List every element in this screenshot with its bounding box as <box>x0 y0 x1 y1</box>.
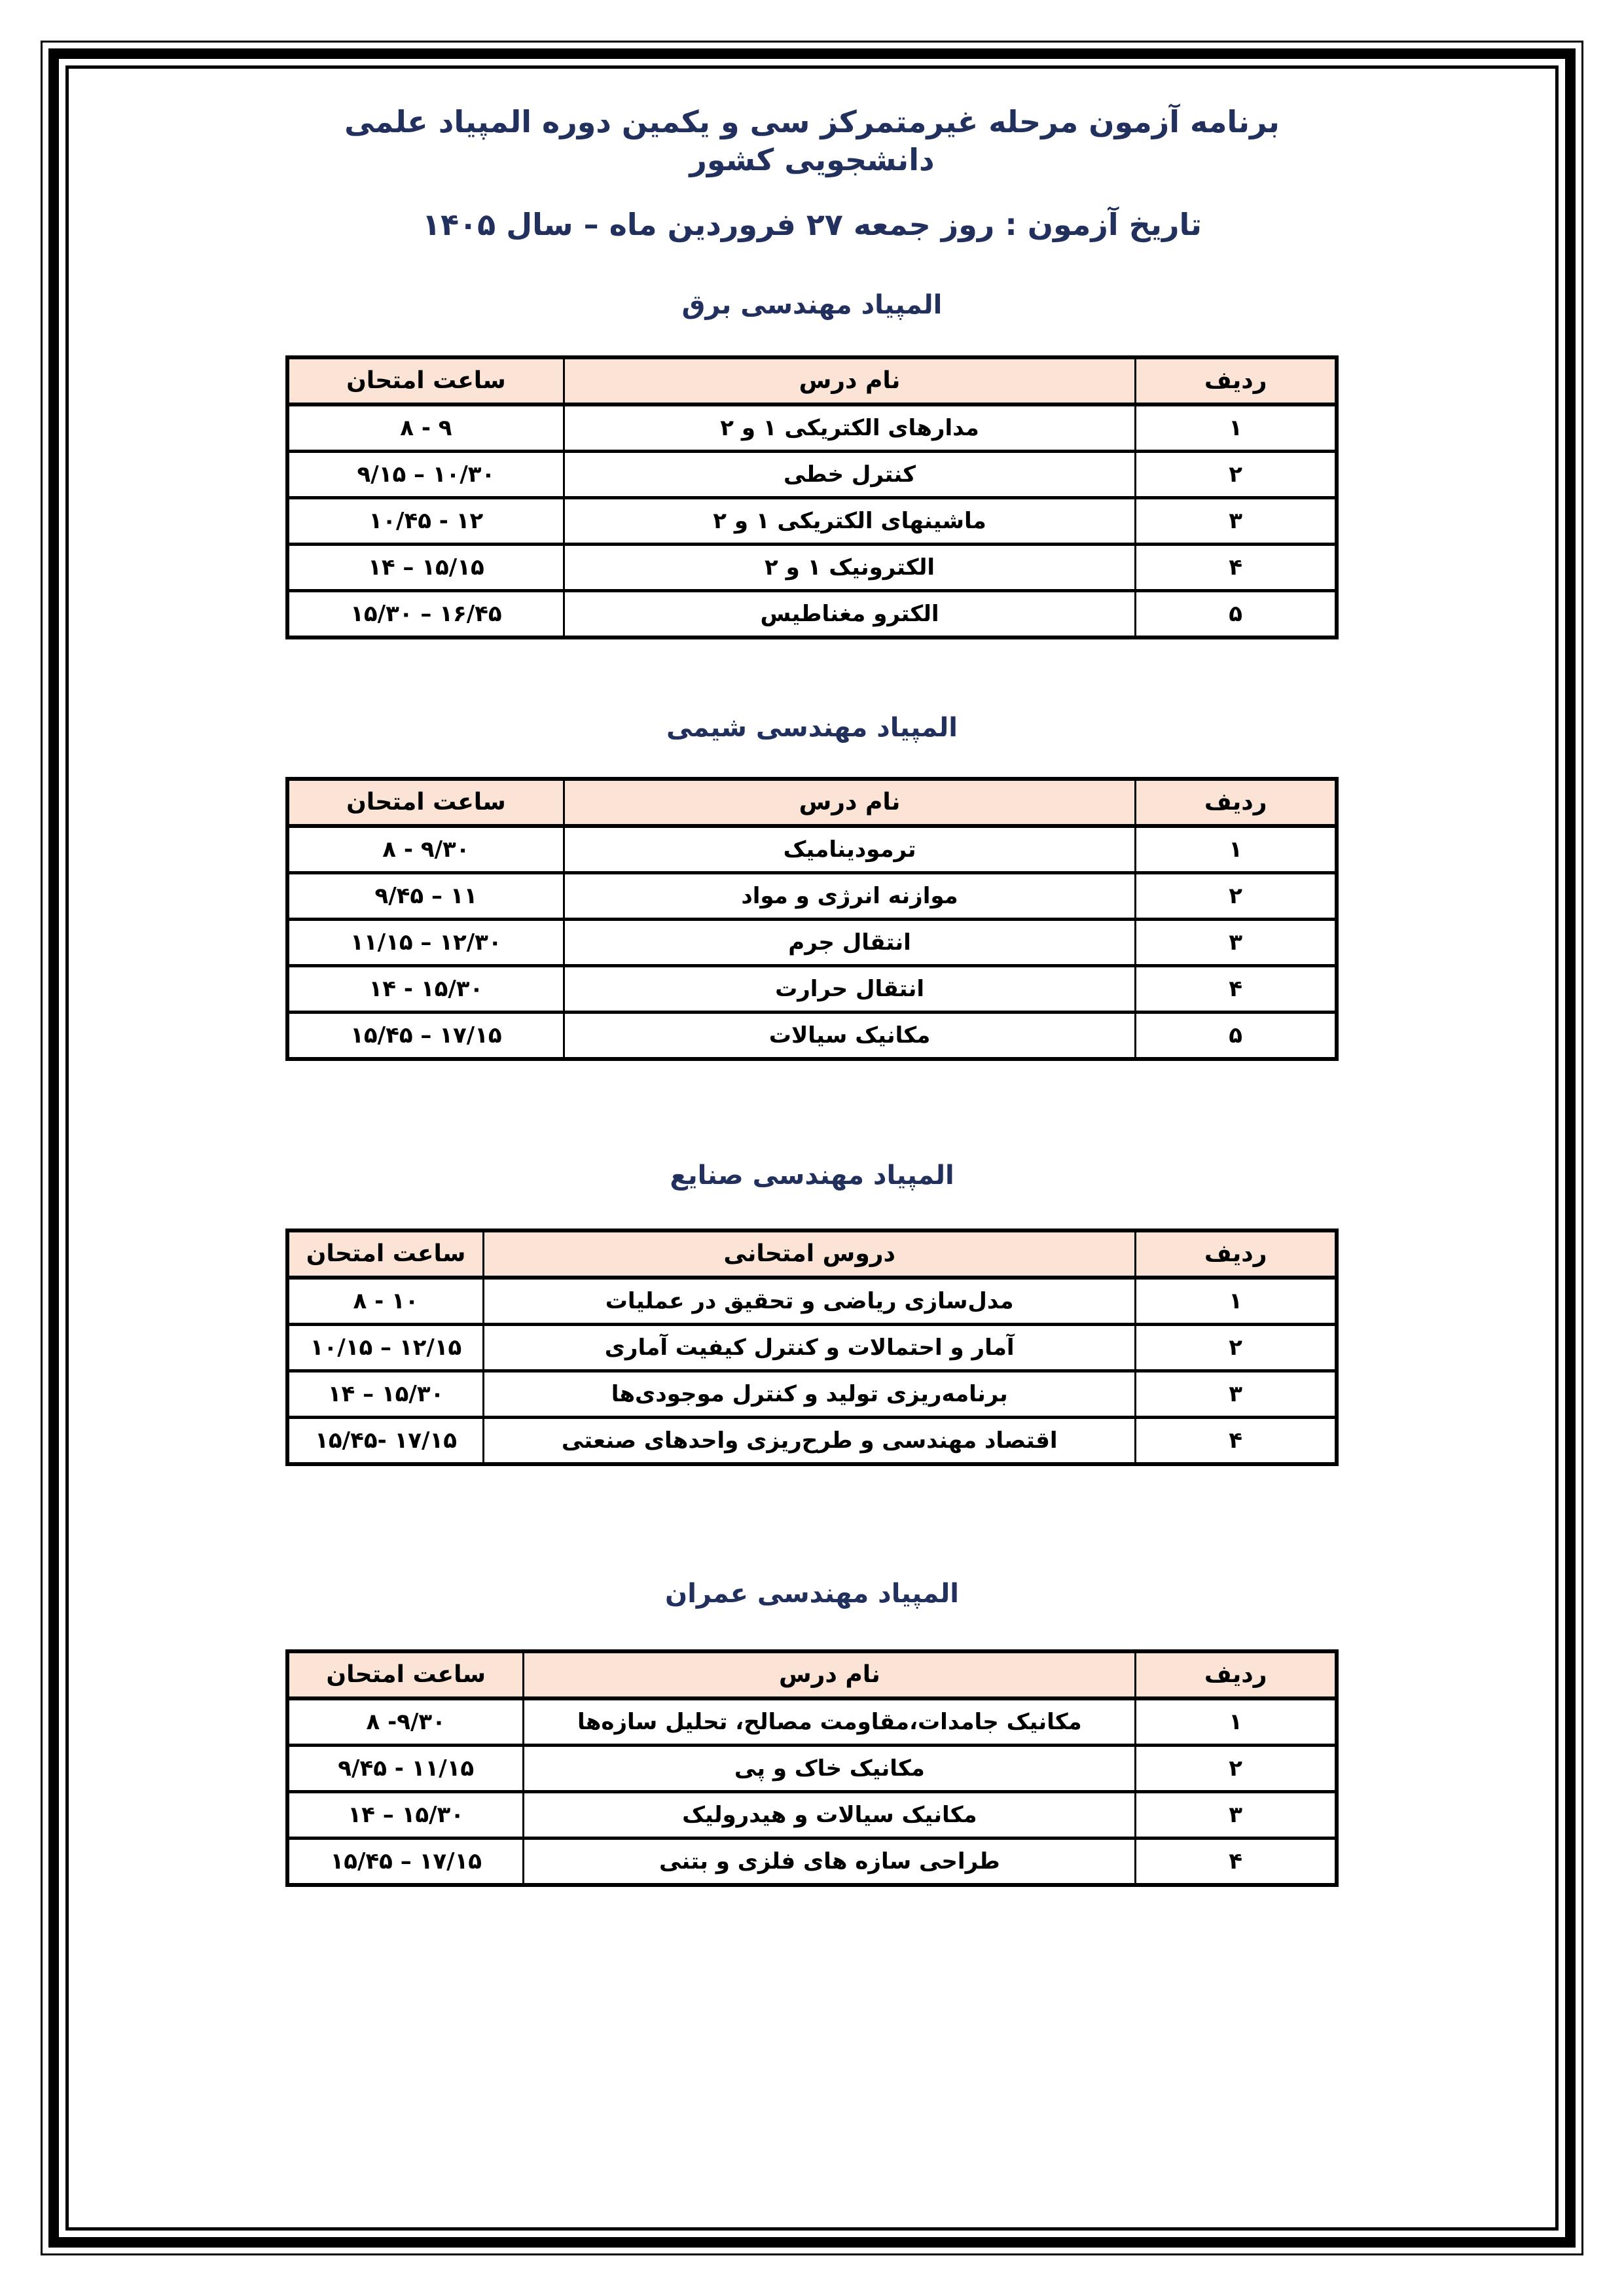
section-title-electrical: المپیاد مهندسی برق <box>681 289 943 320</box>
schedule-table-industrial <box>285 1229 1339 1466</box>
table-row <box>287 590 1337 637</box>
column-header-exam-time: ساعت امتحان <box>287 357 564 404</box>
table-header-row <box>287 779 1337 826</box>
column-header-course-name: نام درس <box>524 1651 1136 1698</box>
column-header-row-number: ردیف <box>1136 1651 1337 1698</box>
table-header-row <box>287 357 1337 404</box>
table-row <box>287 826 1337 873</box>
course-name-cell: مکانیک سیالات <box>564 1012 1135 1059</box>
row-number-cell: ۱ <box>1136 1278 1337 1325</box>
table-header-row <box>287 1651 1337 1698</box>
course-name-cell: آمار و احتمالات و کنترل کیفیت آماری <box>484 1324 1136 1371</box>
column-header-course-name: نام درس <box>564 357 1135 404</box>
table-row <box>287 451 1337 497</box>
table-row <box>287 1791 1337 1838</box>
table-row <box>287 1278 1337 1325</box>
exam-time-cell: ۱۴ – ۱۵/۳۰ <box>287 1791 524 1838</box>
exam-time-cell: ۹/۴۵ – ۱۱ <box>287 872 564 919</box>
schedule-table-chemical <box>285 777 1339 1061</box>
document-title-line2: تاریخ آزمون : روز جمعه ۲۷ فروردین ماه – سال ۱۴۰۵ <box>422 207 1202 242</box>
course-name-cell: برنامه‌ریزی تولید و کنترل موجودی‌ها <box>484 1371 1136 1417</box>
exam-time-cell: ۱۵/۴۵ – ۱۷/۱۵ <box>287 1838 524 1885</box>
section-electrical-olympiad <box>285 290 1339 639</box>
row-number-cell: ۳ <box>1136 919 1337 965</box>
course-name-cell: مکانیک خاک و پی <box>524 1745 1136 1791</box>
course-name-cell: انتقال حرارت <box>564 965 1135 1012</box>
course-name-cell: مکانیک جامدات،مقاومت مصالح، تحلیل سازه‌ها <box>524 1698 1136 1746</box>
course-name-cell: کنترل خطی <box>564 451 1135 497</box>
exam-time-cell: ۸ - ۱۰ <box>287 1278 484 1325</box>
course-name-cell: الکترونیک ۱ و ۲ <box>564 544 1135 590</box>
document-content <box>285 79 1339 1887</box>
row-number-cell: ۵ <box>1136 1012 1337 1059</box>
exam-time-cell: ۱۴ - ۱۵/۳۰ <box>287 965 564 1012</box>
table-row <box>287 872 1337 919</box>
document-title-line1: برنامه آزمون مرحله غیرمتمرکز سی و یکمین دوره المپیاد علمی دانشجویی کشور <box>344 104 1280 177</box>
row-number-cell: ۴ <box>1136 965 1337 1012</box>
exam-time-cell: ۹/۱۵ – ۱۰/۳۰ <box>287 451 564 497</box>
section-title-chemical: المپیاد مهندسی شیمی <box>666 712 958 743</box>
column-header-exam-time: ساعت امتحان <box>287 1230 484 1278</box>
row-number-cell: ۴ <box>1136 1417 1337 1464</box>
section-title-industrial: المپیاد مهندسی صنایع <box>670 1160 954 1191</box>
row-number-cell: ۲ <box>1136 1745 1337 1791</box>
row-number-cell: ۴ <box>1136 1838 1337 1885</box>
course-name-cell: اقتصاد مهندسی و طرح‌ریزی واحدهای صنعتی <box>484 1417 1136 1464</box>
exam-time-cell: ۹/۴۵ - ۱۱/۱۵ <box>287 1745 524 1791</box>
row-number-cell: ۱ <box>1136 404 1337 452</box>
course-name-cell: مدل‌سازی ریاضی و تحقیق در عملیات <box>484 1278 1136 1325</box>
column-header-exam-time: ساعت امتحان <box>287 1651 524 1698</box>
row-number-cell: ۲ <box>1136 872 1337 919</box>
exam-time-cell: ۸ - ۹ <box>287 404 564 452</box>
exam-time-cell: ۱۰/۱۵ – ۱۲/۱۵ <box>287 1324 484 1371</box>
row-number-cell: ۲ <box>1136 451 1337 497</box>
exam-time-cell: ۱۴ – ۱۵/۱۵ <box>287 544 564 590</box>
section-civil-olympiad <box>285 1579 1339 1887</box>
column-header-row-number: ردیف <box>1136 357 1337 404</box>
course-name-cell: مدارهای الکتریکی ۱ و ۲ <box>564 404 1135 452</box>
column-header-row-number: ردیف <box>1136 1230 1337 1278</box>
row-number-cell: ۱ <box>1136 1698 1337 1746</box>
column-header-row-number: ردیف <box>1136 779 1337 826</box>
table-row <box>287 497 1337 544</box>
exam-time-cell: ۱۰/۴۵ - ۱۲ <box>287 497 564 544</box>
exam-time-cell: ۱۴ – ۱۵/۳۰ <box>287 1371 484 1417</box>
table-row <box>287 1698 1337 1746</box>
course-name-cell: انتقال جرم <box>564 919 1135 965</box>
exam-time-cell: ۱۱/۱۵ – ۱۲/۳۰ <box>287 919 564 965</box>
course-name-cell: ماشینهای الکتریکی ۱ و ۲ <box>564 497 1135 544</box>
row-number-cell: ۱ <box>1136 826 1337 873</box>
column-header-course-name: دروس امتحانی <box>484 1230 1136 1278</box>
course-name-cell: ترمودینامیک <box>564 826 1135 873</box>
section-industrial-olympiad <box>285 1160 1339 1466</box>
row-number-cell: ۵ <box>1136 590 1337 637</box>
row-number-cell: ۲ <box>1136 1324 1337 1371</box>
row-number-cell: ۴ <box>1136 544 1337 590</box>
table-row <box>287 919 1337 965</box>
table-row <box>287 544 1337 590</box>
exam-time-cell: ۱۵/۴۵- ۱۷/۱۵ <box>287 1417 484 1464</box>
table-row <box>287 404 1337 452</box>
course-name-cell: الکترو مغناطیس <box>564 590 1135 637</box>
table-row <box>287 1417 1337 1464</box>
exam-time-cell: ۱۵/۴۵ – ۱۷/۱۵ <box>287 1012 564 1059</box>
exam-time-cell: ۸ -۹/۳۰ <box>287 1698 524 1746</box>
course-name-cell: مکانیک سیالات و هیدرولیک <box>524 1791 1136 1838</box>
row-number-cell: ۳ <box>1136 1371 1337 1417</box>
section-title-civil: المپیاد مهندسی عمران <box>665 1578 959 1609</box>
schedule-table-civil <box>285 1649 1339 1887</box>
course-name-cell: موازنه انرژی و مواد <box>564 872 1135 919</box>
course-name-cell: طراحی سازه های فلزی و بتنی <box>524 1838 1136 1885</box>
row-number-cell: ۳ <box>1136 497 1337 544</box>
section-chemical-olympiad <box>285 713 1339 1061</box>
table-row <box>287 1012 1337 1059</box>
table-row <box>287 965 1337 1012</box>
exam-time-cell: ۸ - ۹/۳۰ <box>287 826 564 873</box>
table-row <box>287 1371 1337 1417</box>
table-header-row <box>287 1230 1337 1278</box>
table-row <box>287 1324 1337 1371</box>
schedule-table-electrical <box>285 355 1339 639</box>
column-header-course-name: نام درس <box>564 779 1135 826</box>
table-row <box>287 1838 1337 1885</box>
exam-time-cell: ۱۵/۳۰ – ۱۶/۴۵ <box>287 590 564 637</box>
column-header-exam-time: ساعت امتحان <box>287 779 564 826</box>
row-number-cell: ۳ <box>1136 1791 1337 1838</box>
table-row <box>287 1745 1337 1791</box>
